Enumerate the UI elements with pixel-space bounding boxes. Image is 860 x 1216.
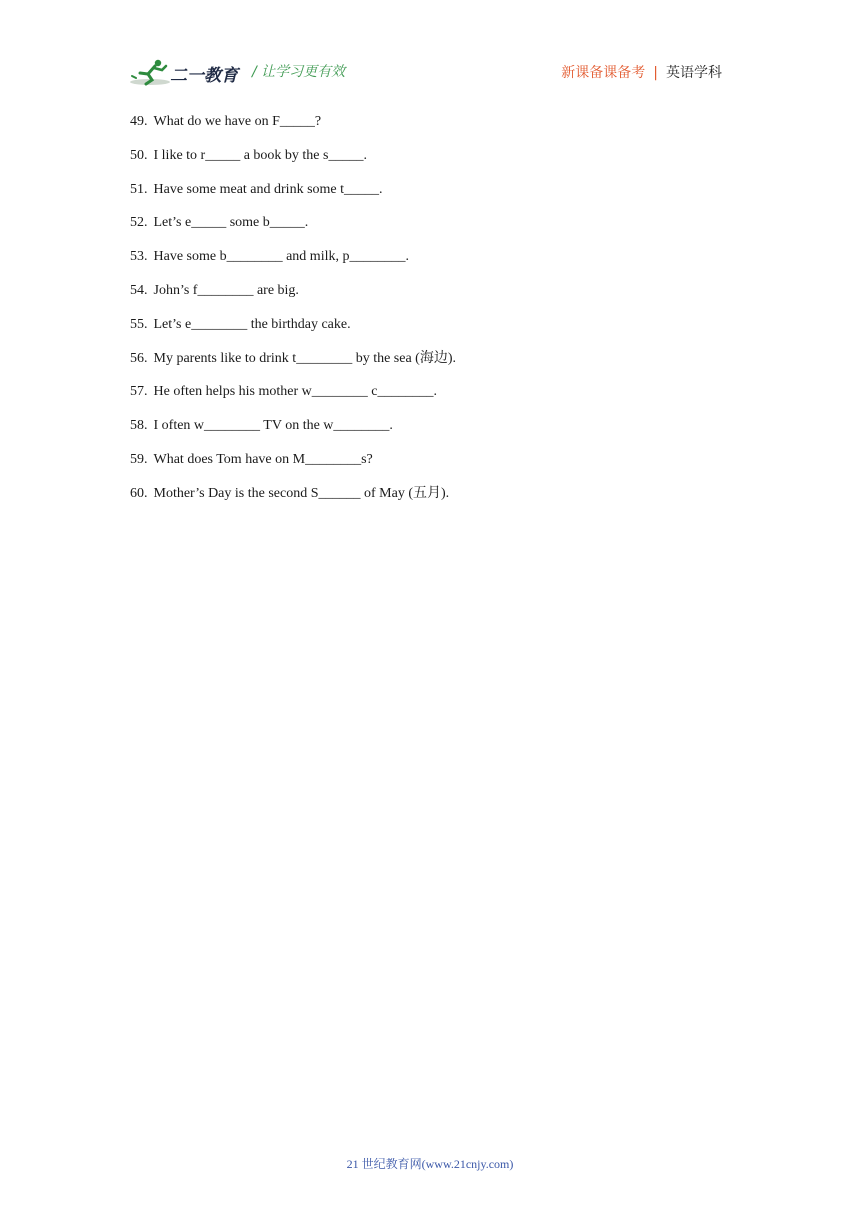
question-text: Have some b________ and milk, p________.: [153, 249, 409, 265]
question-item: [130, 112, 730, 146]
question-item: [130, 349, 730, 383]
question-item: [130, 382, 730, 416]
question-number: 54.: [130, 282, 148, 298]
header-separator: |: [653, 65, 658, 81]
question-number: 56.: [130, 350, 148, 366]
question-text: Let’s e_____ some b_____.: [153, 215, 309, 231]
question-number: 51.: [130, 181, 148, 197]
question-item: [130, 484, 730, 518]
question-number: 52.: [130, 215, 148, 231]
page-header: [0, 0, 860, 100]
question-number: 53.: [130, 249, 148, 265]
question-number: 58.: [130, 418, 148, 434]
question-text: Let’s e________ the birthday cake.: [153, 316, 351, 332]
question-item: [130, 180, 730, 214]
question-number: 59.: [130, 451, 148, 467]
question-item: [130, 416, 730, 450]
question-number: 50.: [130, 147, 148, 163]
question-text: Have some meat and drink some t_____.: [153, 181, 383, 197]
question-item: [130, 247, 730, 281]
question-item: [130, 146, 730, 180]
question-text: I like to r_____ a book by the s_____.: [153, 147, 367, 163]
question-item: [130, 450, 730, 484]
slogan: / 让学习更有效: [252, 64, 346, 80]
question-number: 55.: [130, 316, 148, 332]
header-subject-label: 英语学科: [666, 65, 722, 81]
question-text: What does Tom have on M________s?: [153, 451, 373, 467]
question-number: 60.: [130, 485, 148, 501]
question-item: [130, 213, 730, 247]
question-text: He often helps his mother w________ c________.: [153, 384, 437, 400]
question-number: 49.: [130, 114, 148, 129]
question-text: What do we have on F_____?: [153, 114, 322, 129]
question-item: [130, 315, 730, 349]
question-list: [130, 112, 730, 518]
question-text: I often w________ TV on the w________.: [153, 418, 393, 434]
header-course-label: 新课备课备考: [561, 65, 646, 81]
question-text: My parents like to drink t________ by the sea (海边).: [153, 350, 457, 366]
logo-text: 二一教育: [170, 66, 238, 86]
header-subject: [561, 62, 722, 82]
question-item: [130, 281, 730, 315]
question-text: John’s f________ are big.: [153, 282, 299, 298]
question-text: Mother’s Day is the second S______ of May (五月).: [153, 485, 450, 501]
page-footer: 21 世纪教育网(www.21cnjy.com): [346, 1157, 514, 1171]
question-number: 57.: [130, 384, 148, 400]
